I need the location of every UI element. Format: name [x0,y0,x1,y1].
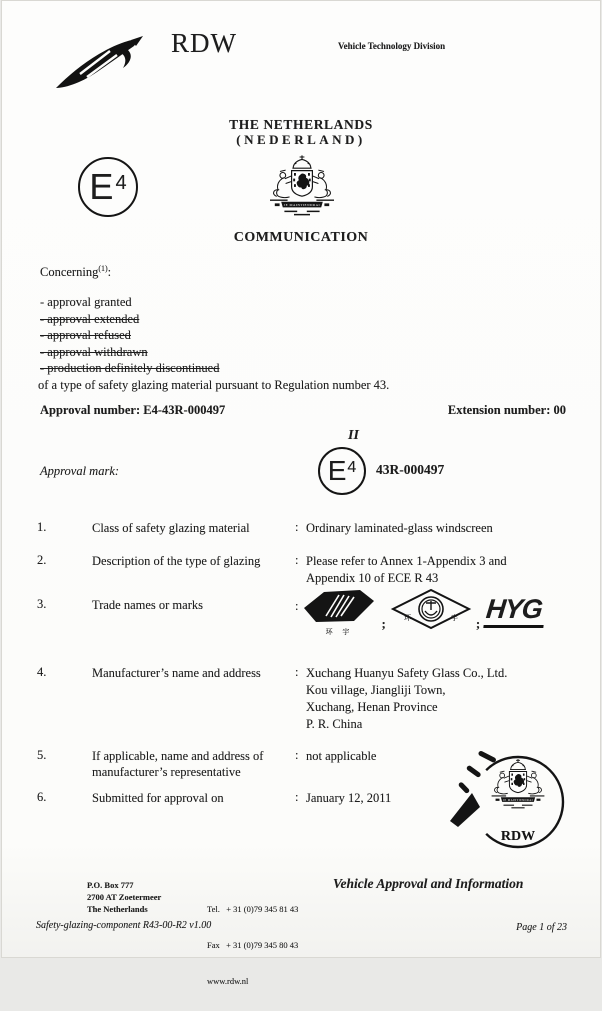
footer-tel: Tel. + 31 (0)79 345 81 43 [207,904,299,914]
approval-number: Approval number: E4-43R-000497 [40,403,226,417]
item-label: Class of safety glazing material [92,521,250,535]
list-item-struck: - approval withdrawn [40,344,148,359]
approval-mark-code: 43R-000497 [376,462,445,477]
svg-text:环: 环 [403,614,411,622]
item-number: 6. [37,790,47,804]
document-reference: Safety-glazing-component R43-00-R2 v1.00 [36,920,212,931]
trademark-hexagon-icon [302,589,376,636]
org-title: RDW [171,28,237,58]
list-item-struck: - approval extended [40,311,140,326]
item-label: Submitted for approval on [92,791,224,805]
rdw-swoosh-logo-icon [54,34,144,94]
footer-fax: Fax + 31 (0)79 345 80 43 [207,940,299,950]
page-number: Page 1 of 23 [516,922,567,933]
item-value: Please refer to Annex 1-Appendix 3 and Appendix 10 of ECE R 43 [306,554,507,585]
division-title: Vehicle Technology Division [338,41,446,51]
trademark-diamond-icon [391,587,471,636]
item-value: Xuchang Huanyu Safety Glass Co., Ltd. Kou village, Jiangliji Town, Xuchang, Henan Province P. R. China [306,666,508,731]
trademark-caption: 环 宇 [325,628,354,636]
item-number: 4. [37,665,47,679]
footer-website: www.rdw.nl [207,976,249,986]
item-value: January 12, 2011 [306,791,392,805]
list-item-struck: - production definitely discontinued [40,361,220,376]
list-item-struck: - approval refused [40,328,131,343]
item-number: 2. [37,553,47,567]
country-name-local: (NEDERLAND) [236,132,366,147]
glazing-class-numeral: II [348,428,359,443]
e4-approval-mark-badge [78,157,138,217]
doc-heading: COMMUNICATION [233,230,369,245]
item-label: Manufacturer’s name and address [92,666,261,680]
e-mark-number: 4 [115,172,127,194]
rdw-approval-stamp [448,741,580,863]
item-label: Trade names or marks [92,598,203,612]
hyg-logo: HYG [483,596,546,628]
approval-mark-label: Approval mark: [40,464,120,478]
footnote-marker: (1) [98,264,108,273]
item-value: not applicable [306,749,377,763]
concerning-options-list [40,294,219,377]
item-label: Description of the type of glazing [92,554,261,568]
footer-tagline: Vehicle Approval and Information [333,876,524,891]
footer-contact [207,879,298,1011]
dutch-coat-of-arms-icon [254,153,350,233]
item-number: 3. [37,597,47,611]
e-mark-letter: E [89,166,114,207]
list-item: - approval granted [40,295,132,309]
e4-approval-mark-badge-small: E 4 [318,447,366,495]
svg-text:RDW: RDW [500,829,536,844]
item-number: 5. [37,748,47,762]
trademarks-strip: : 环 宇 ; 环 宇 ; HYG [295,587,585,636]
extension-number: Extension number: 00 [447,403,566,417]
item-number: 1. [37,520,47,534]
certificate-page: RDW Vehicle Technology Division THE NETHERLANDS (NEDERLAND) E 4 COMMUNICATION Concerning$^{(1)}$: - approval granted - approval extended - approval refused - approval withdrawn - production definitely discontinued of a type of safety glazing material pursuant to Regulation number 43. Approval number: E4-43R-000497 Extension number: 00 Approval mark: II E 4 43R-000497 1. Class of safety glazing material : Ordinary laminated-glass windscreen 2. Description of the type of glazing : Please refer to Annex 1-Appendix 3 and Appendix 10 of ECE R 43 3. Trade names or marks : 环 宇 ; 环 宇 ; HYG 4. Manufacturer’s name and address : Xuchang Huanyu Safety Glass Co., Ltd. Kou village, Jiangliji Town, Xuchang, Henan Province P. R. China 5. If applicable, name and address of manufacturer’s representative : not applicable 6. Submitted for approval on : January 12, 2011 RDW P.O. Box 777 2700 AT Zoetermeer The Netherlands Tel. + 31 (0)79 345 81 43 Fax + 31 (0)79 345 80 43 www.rdw.nl Vehicle Approval and Information Safety-glazing-component R43-00-R2 v1.00 Page 1 of 23 [1,0,601,958]
subject-line: of a type of safety glazing material pursuant to Regulation number 43. [38,378,390,392]
item-value: Ordinary laminated-glass windscreen [306,521,493,535]
svg-text:宇: 宇 [450,614,458,622]
item-label: If applicable, name and address of manufacturer’s representative [92,749,264,779]
concerning-label: Concerning$^{(1)}$: [40,264,112,280]
country-name: THE NETHERLANDS [229,117,373,132]
footer-address: P.O. Box 777 2700 AT Zoetermeer The Netherlands [87,880,162,914]
